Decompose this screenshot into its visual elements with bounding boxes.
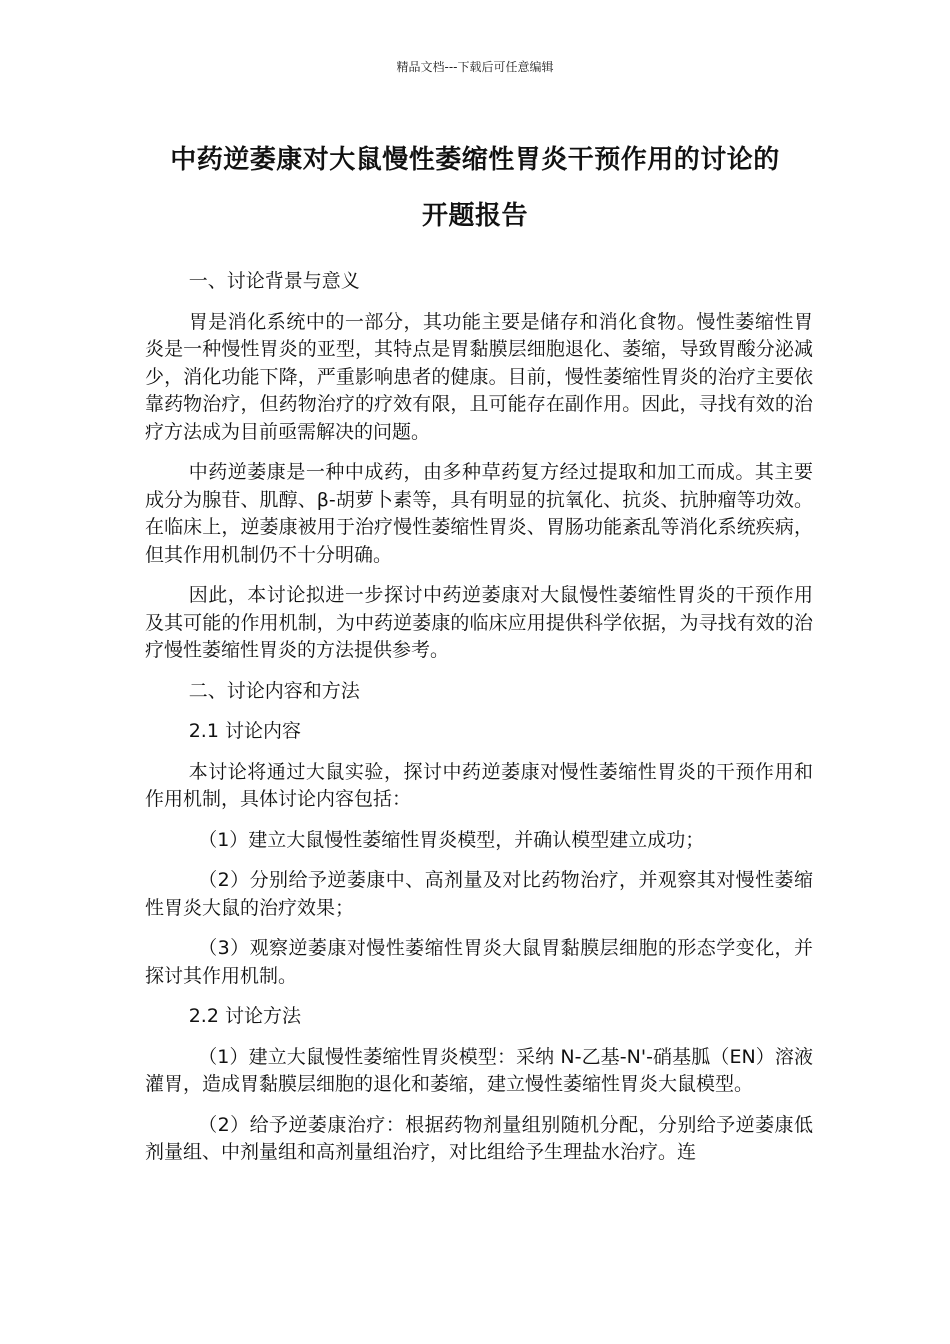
section-2-2-item-2: （2）给予逆萎康治疗：根据药物剂量组别随机分配，分别给予逆萎康低剂量组、中剂量组和高剂量组治疗，对比组给予生理盐水治疗。连 <box>145 1113 813 1163</box>
document-title <box>130 132 820 244</box>
section-2-2-heading: 2.2 讨论方法 <box>188 1005 301 1027</box>
section-2-2-item-1: （1）建立大鼠慢性萎缩性胃炎模型：采纳 N-乙基-N'-硝基胍（EN）溶液灌胃，造成胃黏膜层细胞的退化和萎缩，建立慢性萎缩性胃炎大鼠模型。 <box>145 1045 813 1095</box>
section-2-1-item-2: （2）分别给予逆萎康中、高剂量及对比药物治疗，并观察其对慢性萎缩性胃炎大鼠的治疗效果； <box>145 869 813 919</box>
title-line-2: 开题报告 <box>421 201 528 231</box>
section-2-1-item-3: （3）观察逆萎康对慢性萎缩性胃炎大鼠胃黏膜层细胞的形态学变化，并探讨其作用机制。 <box>145 937 813 987</box>
section-2-1-heading: 2.1 讨论内容 <box>188 720 301 742</box>
section-2-1-paragraph: 本讨论将通过大鼠实验，探讨中药逆萎康对慢性萎缩性胃炎的干预作用和作用机制，具体讨论内容包括： <box>145 760 813 810</box>
section-1-paragraph-3: 因此，本讨论拟进一步探讨中药逆萎康对大鼠慢性萎缩性胃炎的干预作用及其可能的作用机制，为中药逆萎康的临床应用提供科学依据，为寻找有效的治疗慢性萎缩性胃炎的方法提供参考。 <box>145 584 813 661</box>
section-1-paragraph-2: 中药逆萎康是一种中成药，由多种草药复方经过提取和加工而成。其主要成分为腺苷、肌醇、β-胡萝卜素等，具有明显的抗氧化、抗炎、抗肿瘤等功效。在临床上，逆萎康被用于治疗慢性萎缩性胃炎、胃肠功能紊乱等消化系统疾病，但其作用机制仍不十分明确。 <box>145 461 813 566</box>
section-2-heading: 二、讨论内容和方法 <box>188 679 360 702</box>
title-line-1: 中药逆萎康对大鼠慢性萎缩性胃炎干预作用的讨论的 <box>170 145 780 175</box>
section-1-heading: 一、讨论背景与意义 <box>188 270 360 292</box>
section-2-1-item-1: （1）建立大鼠慢性萎缩性胃炎模型，并确认模型建立成功； <box>198 828 705 851</box>
page-header: 精品文档---下载后可任意编辑 <box>396 60 554 74</box>
section-1-paragraph-1: 胃是消化系统中的一部分，其功能主要是储存和消化食物。慢性萎缩性胃炎是一种慢性胃炎的亚型，其特点是胃黏膜层细胞退化、萎缩，导致胃酸分泌减少，消化功能下降，严重影响患者的健康。目前，慢性萎缩性胃炎的治疗主要依靠药物治疗，但药物治疗的疗效有限，且可能存在副作用。因此，寻找有效的治疗方法成为目前亟需解决的问题。 <box>145 310 813 443</box>
document-body <box>145 268 813 1180</box>
